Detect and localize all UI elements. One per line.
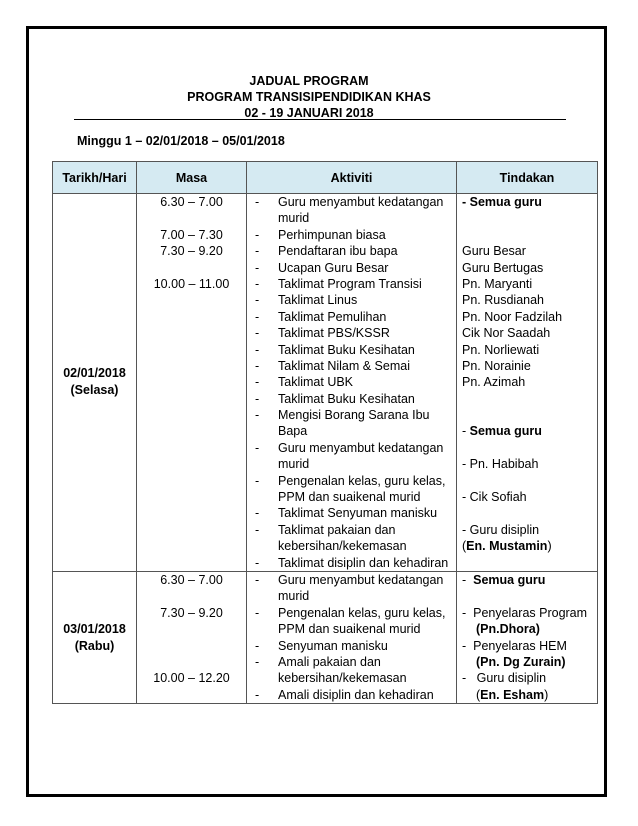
table-row [53,194,598,572]
assignee-all-teachers: - Semua guru [462,572,546,587]
activity-item-cont: Bapa [278,424,308,439]
activity-item-cont: kebersihan/kekemasan [278,671,407,686]
table-row [53,571,598,703]
aktiviti-cell [247,194,457,572]
activity-item: - Taklimat Senyuman manisku [255,506,438,521]
time-slot: 7.30 – 9.20 [160,244,223,259]
activity-item: - Amali pakaian dan [255,654,381,669]
activity-item: - Taklimat Buku Kesihatan [255,391,415,406]
date-cell [53,571,137,703]
row-day: (Selasa) [70,383,119,398]
activity-item: - Guru menyambut kedatangan [255,440,444,455]
tindakan-cell [457,194,598,572]
column-header-aktiviti: Aktiviti [247,162,457,194]
activity-item: - Taklimat Linus [255,293,358,308]
activity-item: - Taklimat Pemulihan [255,309,387,324]
activity-item: - Taklimat Buku Kesihatan [255,342,415,357]
time-slot [137,210,246,226]
activity-item: - Taklimat disiplin dan kehadiran [255,555,449,570]
column-header-tindakan: Tindakan [457,162,598,194]
time-slot: 6.30 – 7.00 [160,572,223,587]
activity-item: - Ucapan Guru Besar [255,260,389,275]
row-date: 02/01/2018 [63,366,126,381]
assignee-name: (En. Esham) [476,687,549,702]
tindakan-cell [457,571,598,703]
time-slot: 7.00 – 7.30 [160,227,223,242]
activity-item: - Perhimpunan biasa [255,227,386,242]
time-slot [137,588,246,604]
activity-item: - Taklimat PBS/KSSR [255,326,390,341]
assignee: - Cik Sofiah [462,490,527,505]
masa-cell [137,194,247,572]
assignee: - Guru disiplin [462,671,547,686]
assignee: - Guru disiplin [462,522,540,537]
time-slot: 6.30 – 7.00 [160,195,223,209]
activity-item-cont: kebersihan/kekemasan [278,539,407,554]
assignee: - Pn. Habibah [462,457,539,472]
column-header-masa: Masa [137,162,247,194]
activity-item: - Taklimat pakaian dan [255,522,396,537]
time-slot: 10.00 – 12.20 [153,671,230,686]
assignee-name: (En. Mustamin) [462,539,552,554]
activity-item-cont: PPM dan suaikenal murid [278,490,421,505]
assignee-name: (Pn.Dhora) [476,622,540,637]
assignee: Pn. Azimah [462,375,526,390]
activity-item: - Pengenalan kelas, guru kelas, [255,473,446,488]
activity-item: - Senyuman manisku [255,638,388,653]
assignee: Pn. Maryanti [462,276,533,291]
activity-item-cont: murid [278,211,310,226]
activity-item: - Taklimat Nilam & Semai [255,358,410,373]
assignee-all-teachers: - Semua guru [462,195,542,209]
assignee: Cik Nor Saadah [462,326,551,341]
time-slot [137,654,246,670]
activity-item-cont: PPM dan suaikenal murid [278,622,421,637]
assignee: Pn. Norainie [462,358,531,373]
assignee: - Penyelaras Program [462,605,588,620]
time-slot: 10.00 – 11.00 [153,276,230,291]
header-rule [74,119,566,120]
table-header-row [53,162,598,194]
document-header [52,73,566,121]
activity-item: - Mengisi Borang Sarana Ibu [255,408,430,423]
activity-item: - Taklimat UBK [255,375,354,390]
activity-item-cont: murid [278,457,310,472]
assignee: Guru Bertugas [462,260,544,275]
activity-item: - Amali disiplin dan kehadiran [255,687,434,702]
time-slot: 7.30 – 9.20 [160,605,223,620]
header-dates: 02 - 19 JANUARI 2018 [244,106,374,120]
assignee: Guru Besar [462,244,526,259]
assignee-name: (Pn. Dg Zurain) [476,654,566,669]
activity-item: - Taklimat Program Transisi [255,276,422,291]
assignee-all-teachers: - Semua guru [462,424,542,439]
activity-item-cont: murid [278,589,310,604]
time-slot [137,638,246,654]
masa-cell [137,571,247,703]
column-header-tarikh: Tarikh/Hari [53,162,137,194]
assignee: Pn. Rusdianah [462,293,545,308]
header-title: JADUAL PROGRAM [249,74,369,88]
row-date: 03/01/2018 [63,621,126,636]
time-slot [137,260,246,276]
activity-item: - Pengenalan kelas, guru kelas, [255,605,446,620]
assignee: Pn. Noor Fadzilah [462,309,563,324]
schedule-table [52,161,598,704]
aktiviti-cell [247,571,457,703]
date-cell [53,194,137,572]
row-day: (Rabu) [74,638,115,653]
activity-item: - Guru menyambut kedatangan [255,572,444,587]
assignee: - Penyelaras HEM [462,638,567,653]
activity-item: - Guru menyambut kedatangan [255,195,444,209]
header-program: PROGRAM TRANSISIPENDIDIKAN KHAS [187,90,431,104]
time-slot [137,621,246,637]
assignee: Pn. Norliewati [462,342,540,357]
week-label: Minggu 1 – 02/01/2018 – 05/01/2018 [77,134,285,148]
activity-item: - Pendaftaran ibu bapa [255,244,398,259]
